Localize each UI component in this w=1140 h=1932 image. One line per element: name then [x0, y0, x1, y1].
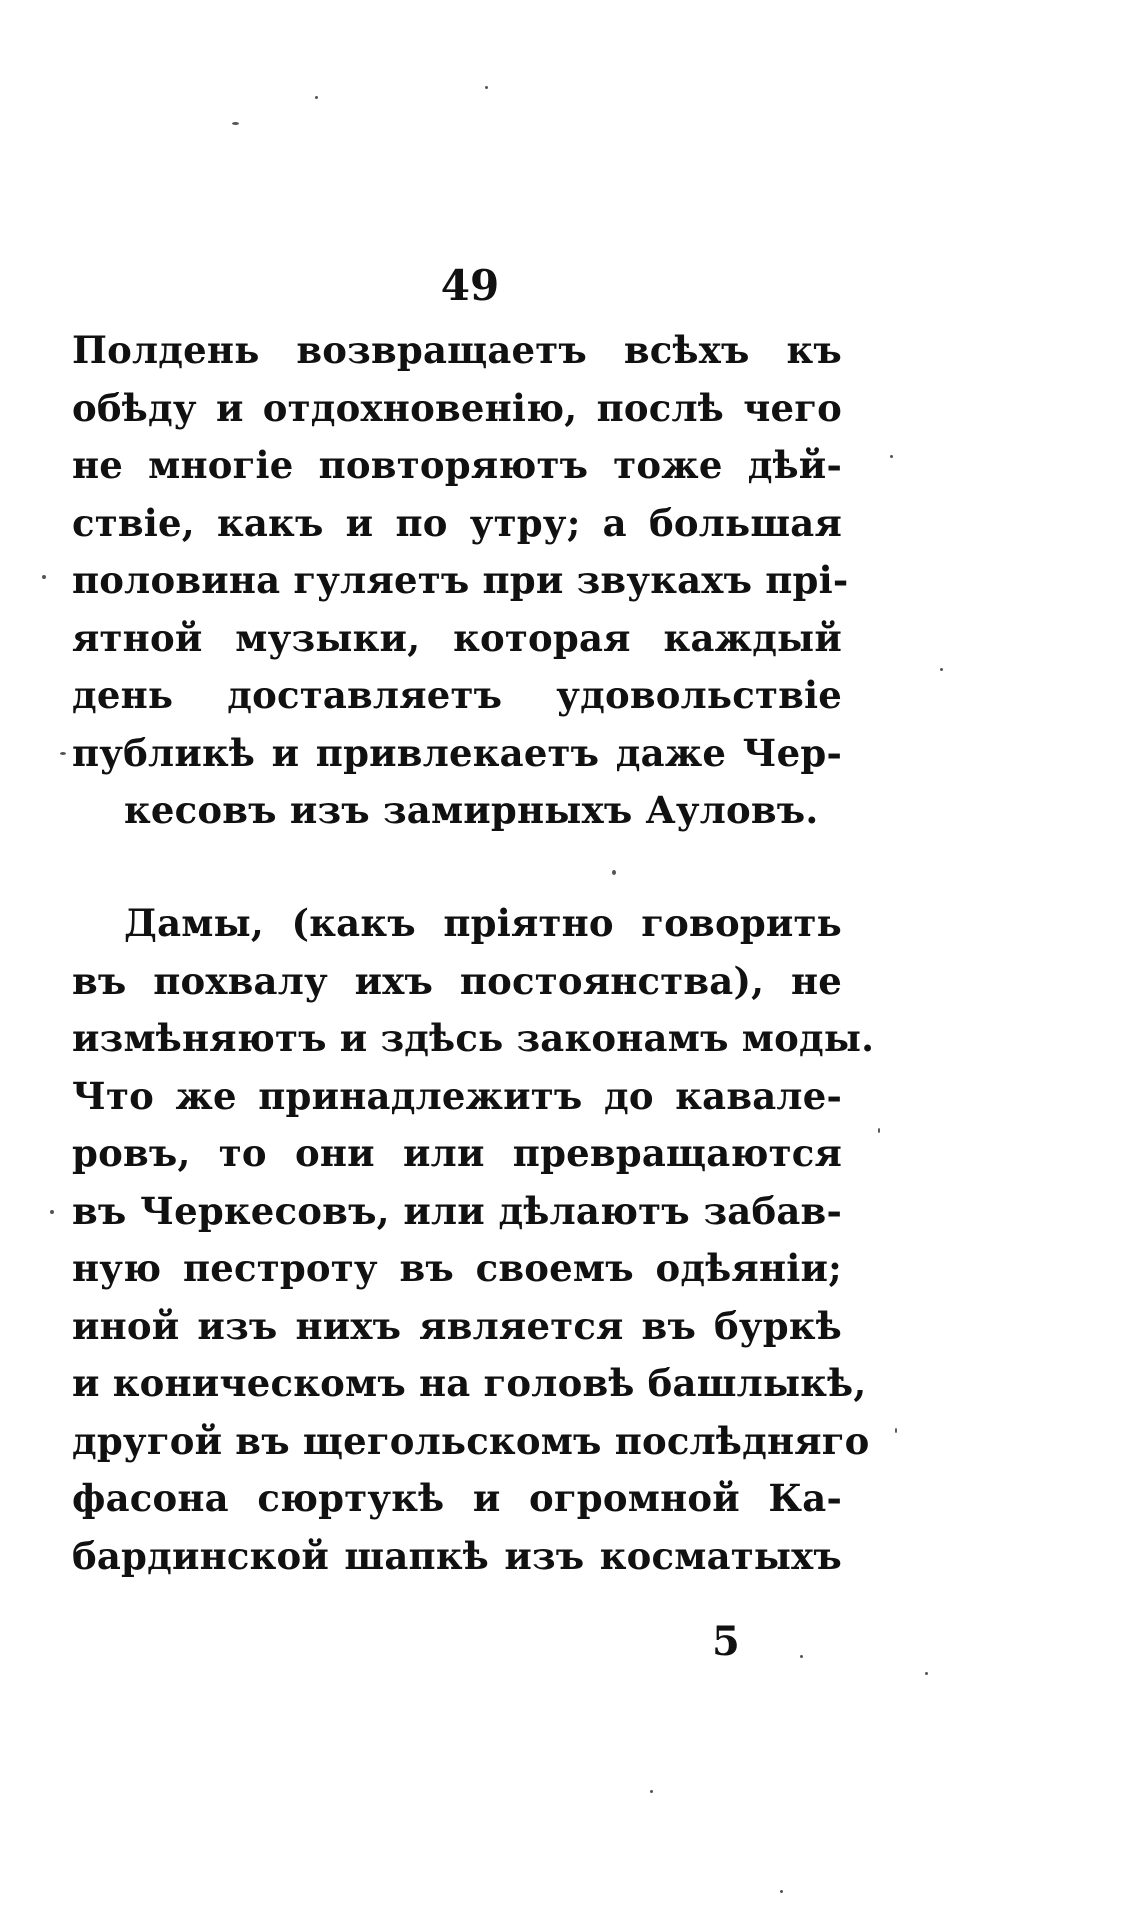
text-line: Что же принадлежитъ до кавале- [72, 1073, 842, 1118]
scan-speck [940, 668, 943, 671]
scan-speck [60, 752, 66, 755]
text-line: фасона сюртукѣ и огромной Ка- [72, 1476, 842, 1520]
text-line: кесовъ изъ замирныхъ Ауловъ. [124, 788, 819, 832]
page-number: 49 [440, 261, 500, 310]
text-line: иной изъ нихъ является въ буркѣ [72, 1303, 842, 1348]
paragraph-1 [72, 322, 849, 840]
scan-speck [800, 1655, 803, 1658]
text-line: не многіе повторяютъ тоже дѣй- [72, 443, 842, 487]
text-line: измѣняютъ и здѣсь законамъ моды. [72, 1016, 875, 1060]
scan-speck [42, 575, 46, 579]
text-line: Полдень возвращаетъ всѣхъ къ [72, 328, 842, 372]
text-line: бардинской шапкѣ изъ косматыхъ [72, 1533, 842, 1578]
scan-speck [890, 455, 893, 458]
text-line: день доставляетъ удовольствіе [72, 673, 842, 717]
scan-speck [650, 1790, 653, 1793]
scan-speck [878, 1128, 880, 1133]
scan-speck [612, 870, 616, 875]
text-line: и коническомъ на головѣ башлыкѣ, [72, 1361, 867, 1405]
text-line: Дамы, (какъ пріятно говорить [124, 901, 842, 945]
scan-speck [895, 1428, 897, 1433]
text-line: ствіе, какъ и по утру; а большая [72, 500, 842, 545]
scan-speck [50, 1210, 54, 1214]
scan-speck [485, 86, 488, 89]
text-line: ровъ, то они или превращаются [72, 1131, 842, 1175]
text-line: публикѣ и привлекаетъ даже Чер- [72, 730, 842, 775]
text-line: другой въ щегольскомъ послѣдняго [72, 1418, 870, 1463]
scan-speck [925, 1672, 928, 1675]
scan-speck [780, 1890, 783, 1893]
paragraph-2 [72, 895, 875, 1585]
text-line: въ похвалу ихъ постоянства), не [72, 958, 842, 1003]
scan-speck [232, 122, 239, 125]
text-line: въ Черкесовъ, или дѣлаютъ забав- [72, 1188, 842, 1233]
text-line: половина гуляетъ при звукахъ прі- [72, 558, 849, 602]
text-line: ную пестроту въ своемъ одѣяніи; [72, 1246, 842, 1290]
scan-speck [315, 96, 318, 99]
text-line: обѣду и отдохновенію, послѣ чего [72, 385, 842, 430]
signature-mark: 5 [712, 1618, 740, 1665]
text-line: ятной музыки, которая каждый [72, 615, 842, 660]
